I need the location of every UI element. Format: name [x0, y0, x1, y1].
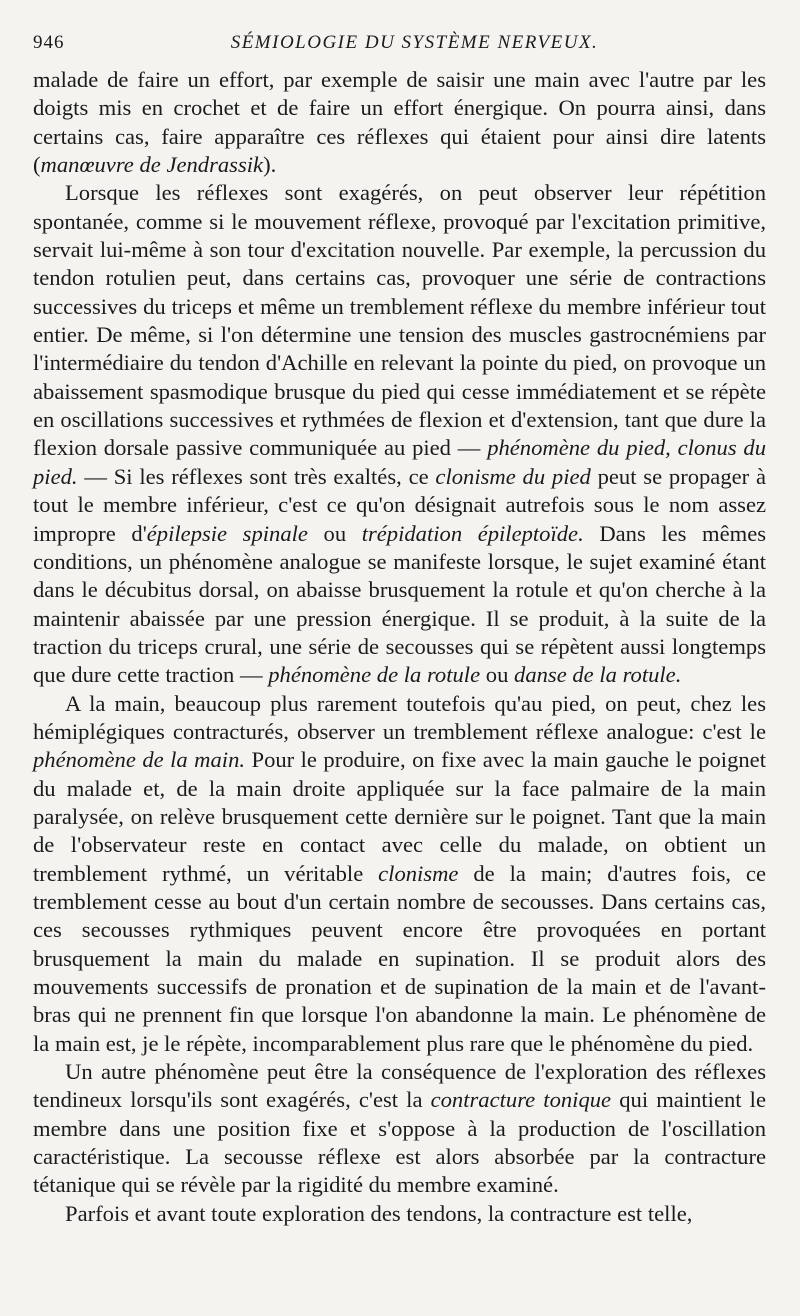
italic-term: épilepsie spinale [146, 520, 308, 546]
italic-term: clonisme [378, 860, 459, 886]
text-run: de la main; d'autres fois, ce tremblement cesse au bout d'un certain nombre de secousses. Dans certains cas, ces secousses rythmiques peuvent encore être provoquées en portant brusquement la main du malade en supination. Il se produit alors des mouvements successifs de pronation et de supination de la main et de l'avant-bras qui ne prennent fin que lorsque l'on abandonne la main. Le phénomène de la main est, je le répète, incomparablement plus rare que le phénomène du pied. [33, 860, 766, 1056]
page-number: 946 [33, 32, 65, 53]
italic-term: danse de la rotule. [514, 662, 682, 688]
italic-term: phénomène du pied, clonus du pied. [33, 435, 767, 489]
text-run: ). [263, 152, 277, 178]
paragraph [33, 66, 766, 179]
text-run: peut se propager à tout le membre inférieur, c'est ce qu'on désignait autrefois sous le nom assez impropre d' [33, 463, 767, 546]
text-run: qui maintient le membre dans une position fixe et s'oppose à la production de l'oscillation caractéristique. La secousse réflexe est alors absorbée par la contracture tétanique qui se révèle par la rigidité du membre examiné. [33, 1087, 766, 1198]
text-run: ou [307, 520, 362, 546]
text-run: Parfois et avant toute exploration des tendons, la contracture est telle, [65, 1200, 693, 1226]
text-run: Pour le produire, on fixe avec la main gauche le poignet du malade et, de la main droite appliquée sur la face palmaire de la main paralysée, on relève brusquement cette dernière sur le poignet. Tant que la main de l'observateur reste en contact avec celle du malade, on obtient un tremblement rythmé, un véritable [33, 747, 766, 886]
text-run: — Si les réflexes sont très exaltés, ce [77, 463, 436, 489]
italic-term: contracture tonique [430, 1087, 612, 1113]
text-run: malade de faire un effort, par exemple de saisir une main avec l'autre par les doigts mis en crochet et de faire un effort énergique. On pourra ainsi, dans certains cas, faire apparaître ces réflexes qui étaient pour ainsi dire latents ( [33, 67, 766, 178]
text-run: Un autre phénomène peut être la conséquence de l'exploration des réflexes tendineux lorsqu'ils sont exagérés, c'est la [33, 1059, 766, 1113]
italic-term: clonisme du pied [435, 463, 591, 489]
body-text [33, 66, 766, 1228]
italic-term: phénomène de la rotule [268, 662, 481, 688]
paragraph [33, 690, 766, 1058]
running-header [33, 24, 766, 54]
text-run: Lorsque les réflexes sont exagérés, on peut observer leur répétition spontanée, comme si le mouvement réflexe, provoqué par l'excitation primitive, servait lui-même à son tour d'excitation nouvelle. Par exemple, la percussion du tendon rotulien peut, dans certains cas, provoquer une série de contractions successives du triceps et même un tremblement réflexe du membre inférieur tout entier. De même, si l'on détermine une tension des muscles gastrocnémiens par l'intermédiaire du tendon d'Achille en relevant la pointe du pied, on provoque un abaissement spasmodique brusque du pied qui cesse immédiatement et se répète en oscillations successives et rythmées de flexion et d'extension, tant que dure la flexion dorsale passive communiquée au pied — [33, 180, 766, 461]
paragraph [33, 1200, 766, 1228]
text-run: Dans les mêmes conditions, un phénomène analogue se manifeste lorsque, le sujet examiné étant dans le décubitus dorsal, on abaisse brusquement la rotule et qu'on cherche à la maintenir abaissée par une pression énergique. Il se produit, à la suite de la traction du triceps crural, une série de secousses qui se répètent aussi longtemps que dure cette traction — [33, 520, 767, 688]
paragraph [33, 179, 766, 689]
paragraph [33, 1058, 766, 1200]
italic-term: trépidation épileptoïde. [361, 520, 584, 546]
italic-term: manœuvre de Jendrassik [40, 152, 264, 178]
text-run: A la main, beaucoup plus rarement toutefois qu'au pied, on peut, chez les hémiplégiques contracturés, observer un tremblement réflexe analogue: c'est le [33, 690, 766, 744]
running-title: SÉMIOLOGIE DU SYSTÈME NERVEUX. [230, 32, 599, 53]
text-run: ou [480, 662, 515, 688]
italic-term: phénomène de la main. [33, 747, 246, 773]
